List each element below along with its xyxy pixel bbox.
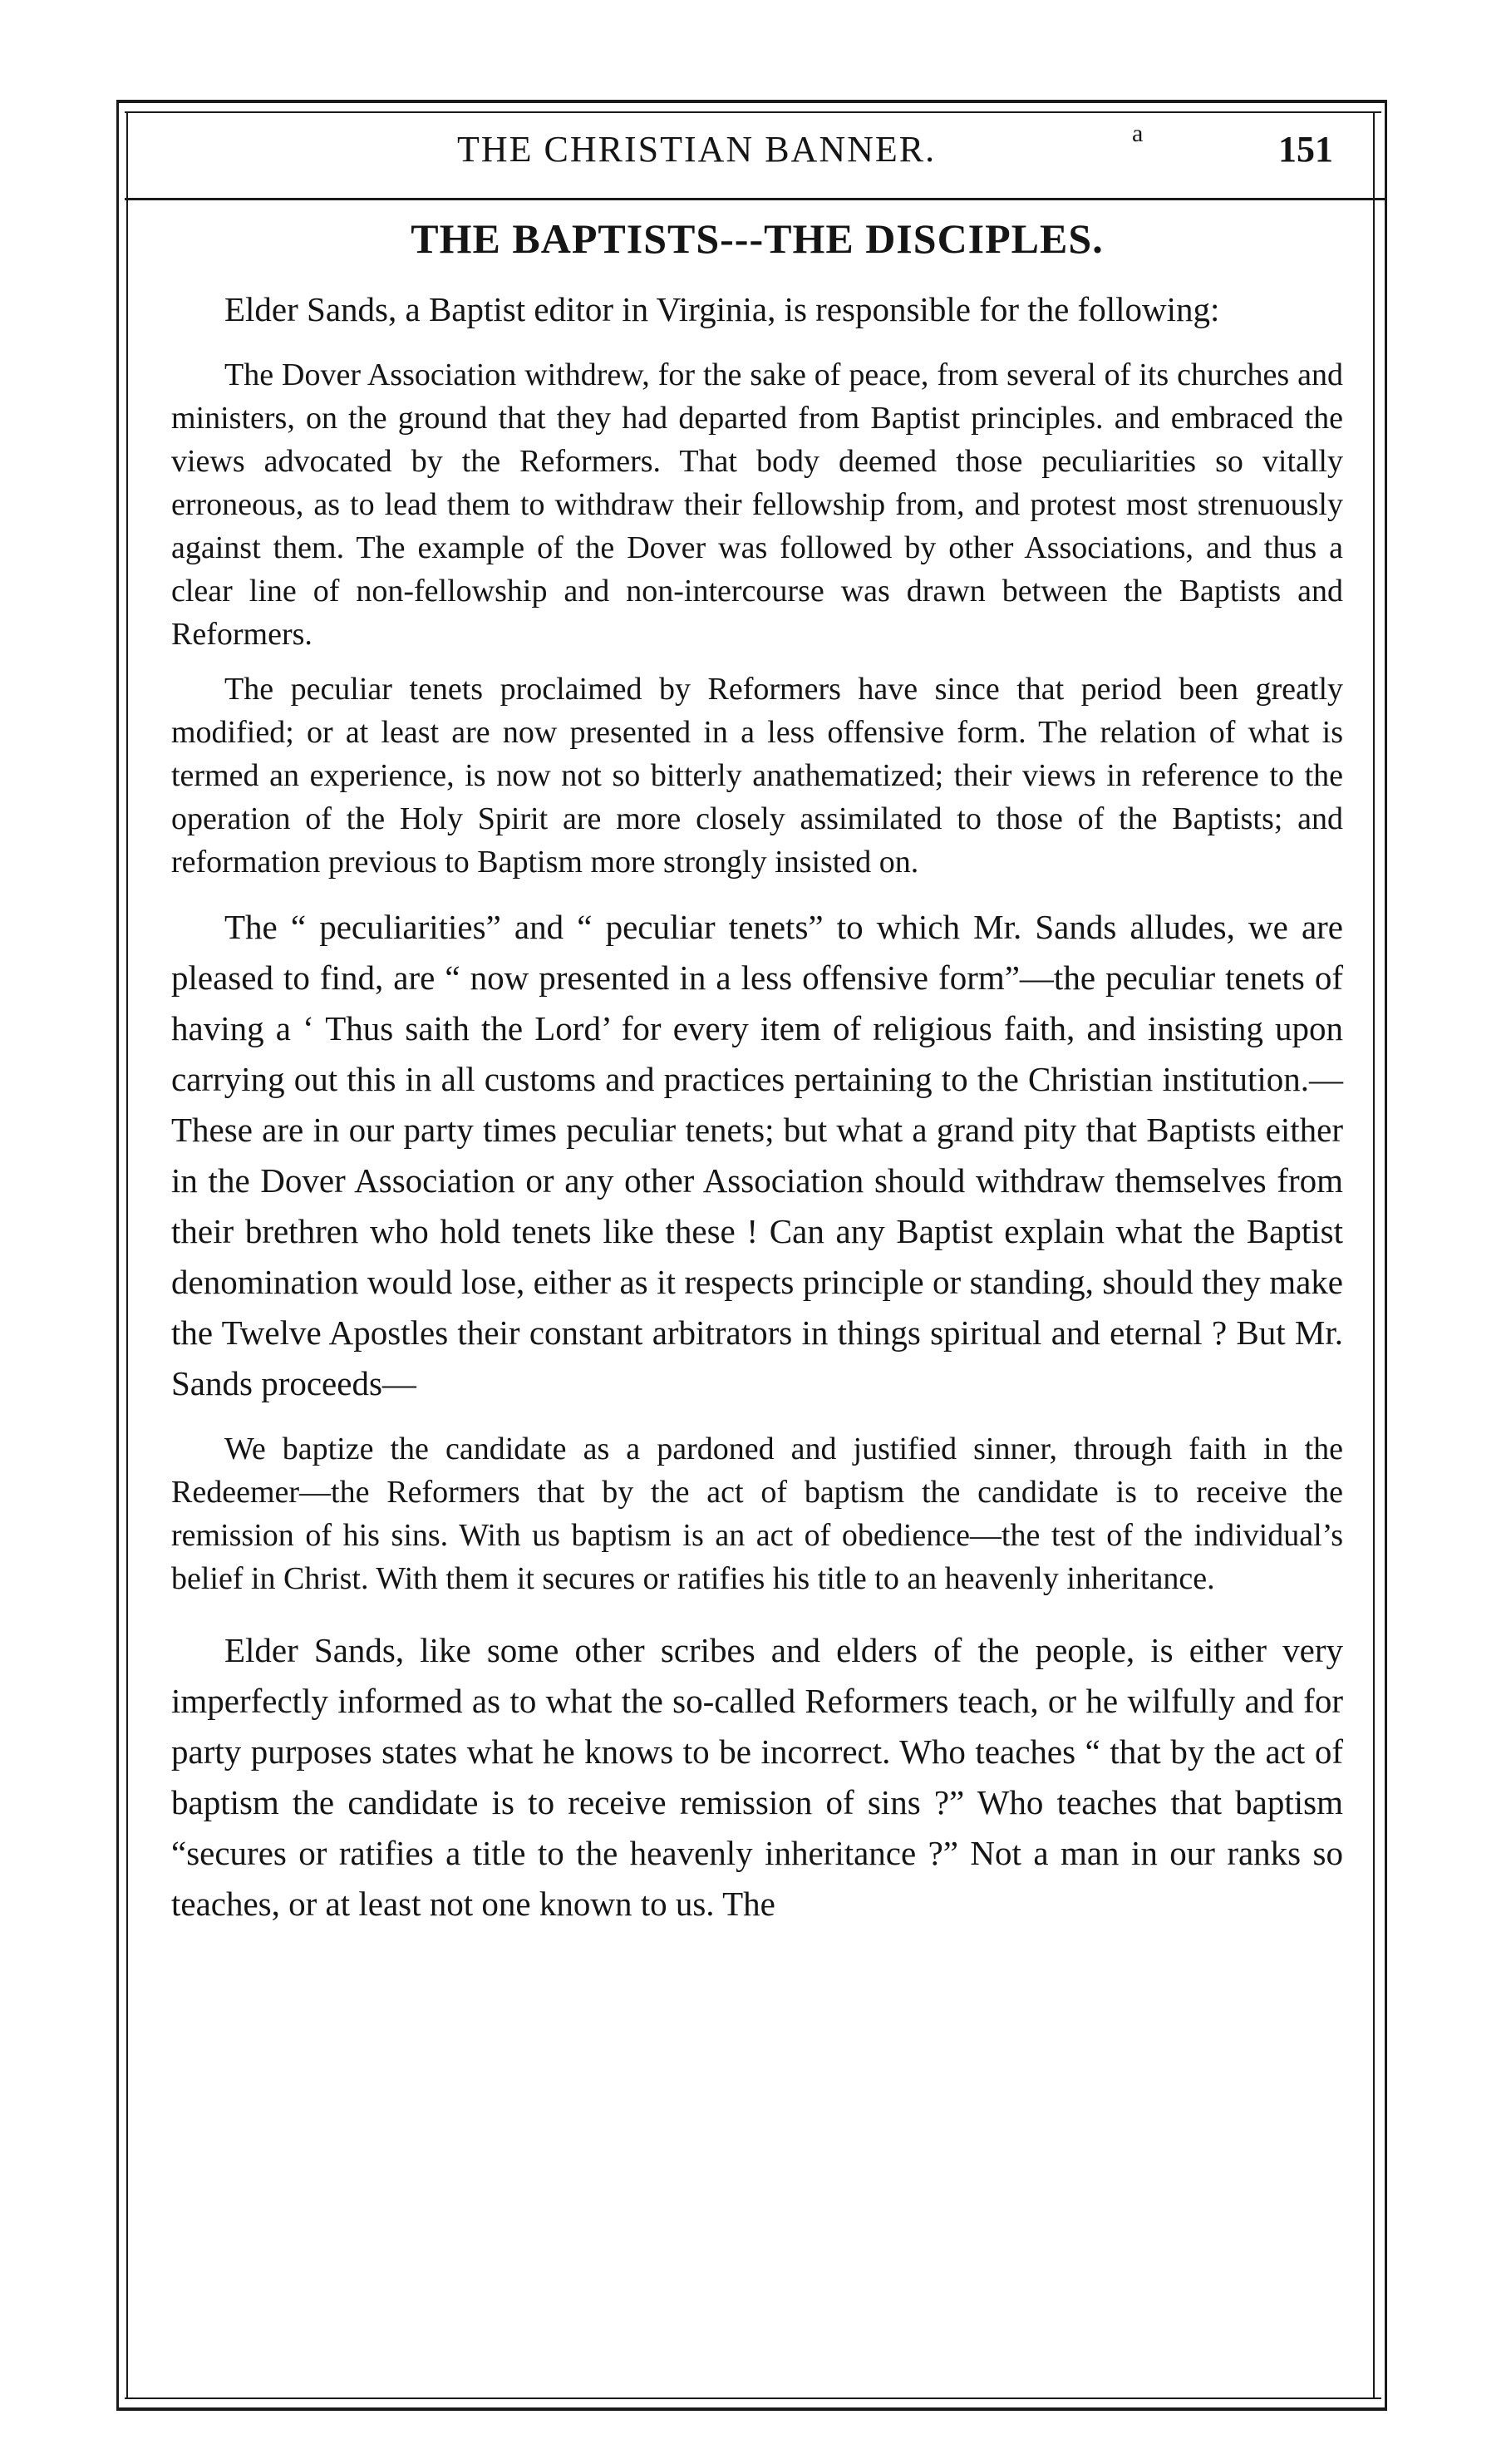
frame-rule-top-inner	[125, 111, 1381, 113]
paragraph-intro: Elder Sands, a Baptist editor in Virginia, is responsible for the following:	[224, 290, 1220, 328]
header-rule	[125, 198, 1386, 200]
running-head	[158, 120, 1363, 183]
frame-rule-left-inner	[126, 111, 128, 2399]
frame-rule-right-outer	[1385, 100, 1387, 2411]
paragraph-response: The “ peculiarities” and “ peculiar tenets” to which Mr. Sands alludes, we are pleased to find, are “ now presented in a less offensive form”—the peculiar tenets of having a ‘ Thus saith the Lord’ for every item of religious faith, and insisting upon carrying out this in all customs and practices pertaining to the Christian institution.—These are in our party times peculiar tenets; but what a grand pity that Baptists either in the Dover Association or any other Association should withdraw themselves from their brethren who hold tenets like these ! Can any Baptist explain what the Baptist denomination would lose, either as it respects principle or standing, should they make the Twelve Apostles their constant arbitrators in things spiritual and eternal ? But Mr. Sands proceeds—	[171, 908, 1343, 1402]
frame-rule-left-outer	[116, 100, 119, 2411]
paragraph-elder-sands: Elder Sands, like some other scribes and elders of the people, is either very imperfectly informed as to what the so-called Reformers teach, or he wilfully and for party purposes states what he knows to be incorrect. Who teaches “ that by the act of baptism the candidate is to receive remission of sins ?” Who teaches that baptism “secures or ratifies a title to the heavenly inheritance ?” Not a man in our ranks so teaches, or at least not one known to us. The	[171, 1631, 1343, 1923]
frame-rule-top-outer	[116, 100, 1386, 103]
frame-rule-right-inner	[1373, 111, 1375, 2399]
article	[171, 209, 1343, 1929]
quoted-paragraph-baptize: We baptize the candidate as a pardoned and justified sinner, through faith in the Redeemer—the Reformers that by the act of baptism the candidate is to receive the remission of his sins. With us baptism is an act of obedience—the test of the individual’s belief in Christ. With them it secures or ratifies his title to an heavenly inheritance.	[171, 1432, 1343, 1596]
running-title: THE CHRISTIAN BANNER.	[457, 129, 937, 170]
running-mark: a	[1132, 120, 1144, 147]
quoted-paragraph-dover: The Dover Association withdrew, for the sake of peace, from several of its churches and ministers, on the ground that they had departed from Baptist principles. and embraced the views advocated by the Reformers. That body deemed those peculiarities so vitally erroneous, as to lead them to withdraw their fellowship from, and protest most strenuously against them. The example of the Dover was followed by other Associations, and thus a clear line of non-fellowship and non-intercourse was drawn between the Baptists and Reformers.	[171, 357, 1343, 652]
frame-rule-bottom-inner	[125, 2397, 1381, 2399]
frame-rule-bottom-outer	[116, 2407, 1386, 2411]
page-number: 151	[1278, 129, 1333, 170]
article-title: THE BAPTISTS---THE DISCIPLES.	[411, 215, 1104, 262]
quoted-paragraph-tenets: The peculiar tenets proclaimed by Reformers have since that period been greatly modified; or at least are now presented in a less offensive form. The relation of what is termed an experience, is now not so bitterly anathematized; their views in reference to the operation of the Holy Spirit are more closely assimilated to those of the Baptists; and reformation previous to Baptism more strongly insisted on.	[171, 672, 1343, 880]
